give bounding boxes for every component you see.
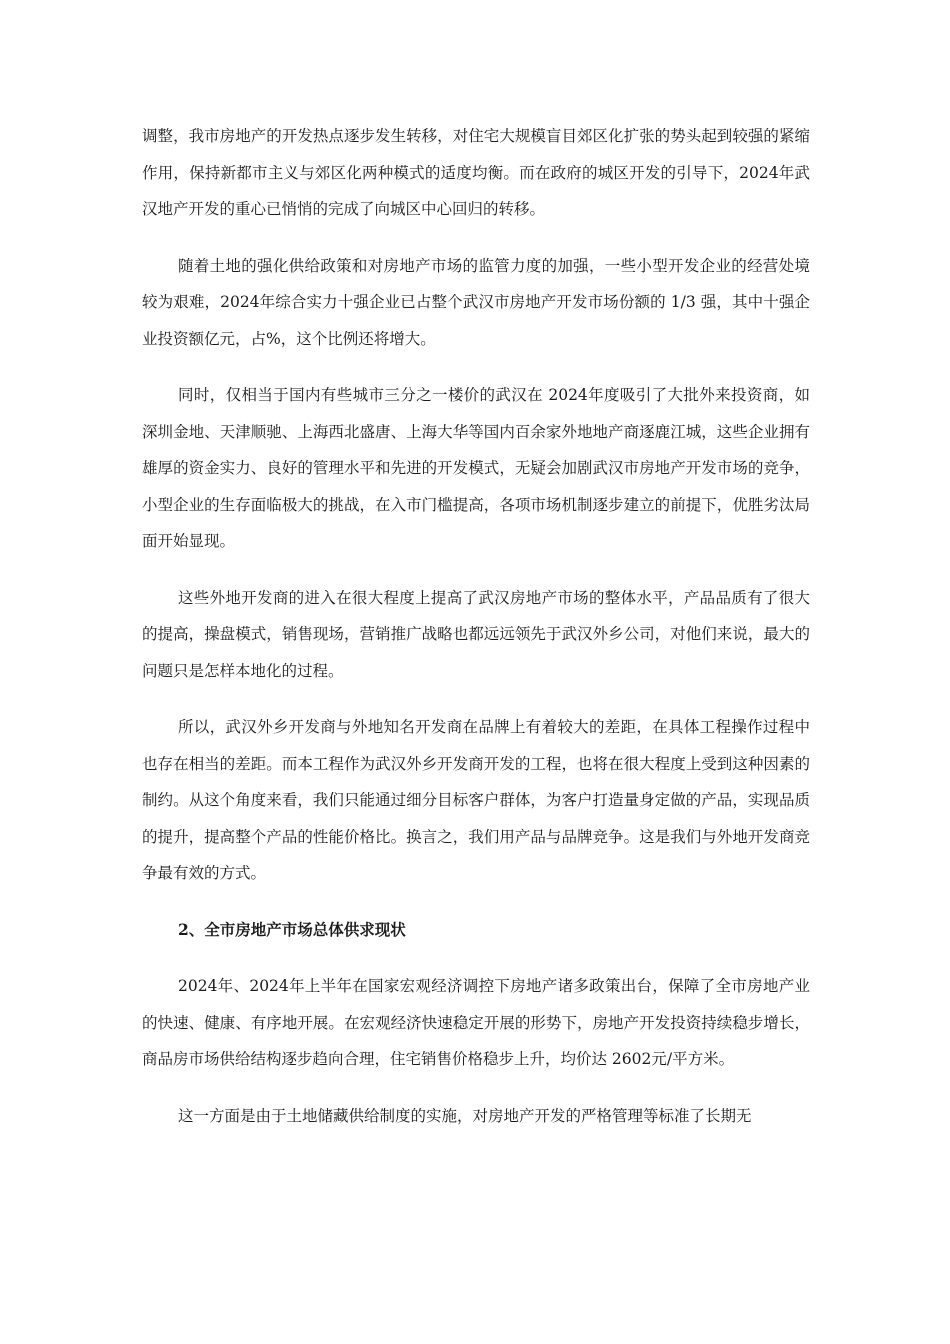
document-body — [142, 118, 810, 1154]
paragraph: 这些外地开发商的进入在很大程度上提高了武汉房地产市场的整体水平，产品品质有了很大的提高，操盘模式，销售现场，营销推广战略也都远远领先于武汉外乡公司，对他们来说，最大的问题只是怎样本地化的过程。 — [142, 588, 810, 680]
paragraph: 同时，仅相当于国内有些城市三分之一楼价的武汉在 2024年度吸引了大批外来投资商，如深圳金地、天津顺驰、上海西北盛唐、上海大华等国内百余家外地地产商逐鹿江城，这些企业拥有雄厚的资金实力、良好的管理水平和先进的开发模式，无疑会加剧武汉市房地产开发市场的竞争，小型企业的生存面临极大的挑战，在入市门槛提高，各项市场机制逐步建立的前提下，优胜劣汰局面开始显现。 — [142, 386, 810, 550]
section-heading: 2、全市房地产市场总体供求现状 — [178, 919, 406, 939]
paragraph-truncated: 这一方面是由于土地储藏供给制度的实施，对房地产开发的严格管理等标准了长期无 — [178, 1106, 752, 1125]
paragraph: 2024年、2024年上半年在国家宏观经济调控下房地产诸多政策出台，保障了全市房地产业的快速、健康、有序地开展。在宏观经济快速稳定开展的形势下，房地产开发投资持续稳步增长，商品房市场供给结构逐步趋向合理，住宅销售价格稳步上升，均价达 2602元/平方米。 — [142, 977, 810, 1068]
paragraph: 所以，武汉外乡开发商与外地知名开发商在品牌上有着较大的差距，在具体工程操作过程中也存在相当的差距。而本工程作为武汉外乡开发商开发的工程，也将在很大程度上受到这种因素的制约。从这个角度来看，我们只能通过细分目标客户群体，为客户打造量身定做的产品，实现品质的提升，提高整个产品的性能价格比。换言之，我们用产品与品牌竞争。这是我们与外地开发商竞争最有效的方式。 — [142, 718, 810, 882]
paragraph-continued: 调整，我市房地产的开发热点逐步发生转移，对住宅大规模盲目郊区化扩张的势头起到较强的紧缩作用，保持新都市主义与郊区化两种模式的适度均衡。而在政府的城区开发的引导下，2024年武汉地产开发的重心已悄悄的完成了向城区中心回归的转移。 — [142, 127, 810, 218]
paragraph: 随着土地的强化供给政策和对房地产市场的监管力度的加强，一些小型开发企业的经营处境较为艰难，2024年综合实力十强企业已占整个武汉市房地产开发市场份额的 1/3 强，其中十强企业投资额亿元，占%，这个比例还将增大。 — [142, 256, 810, 348]
